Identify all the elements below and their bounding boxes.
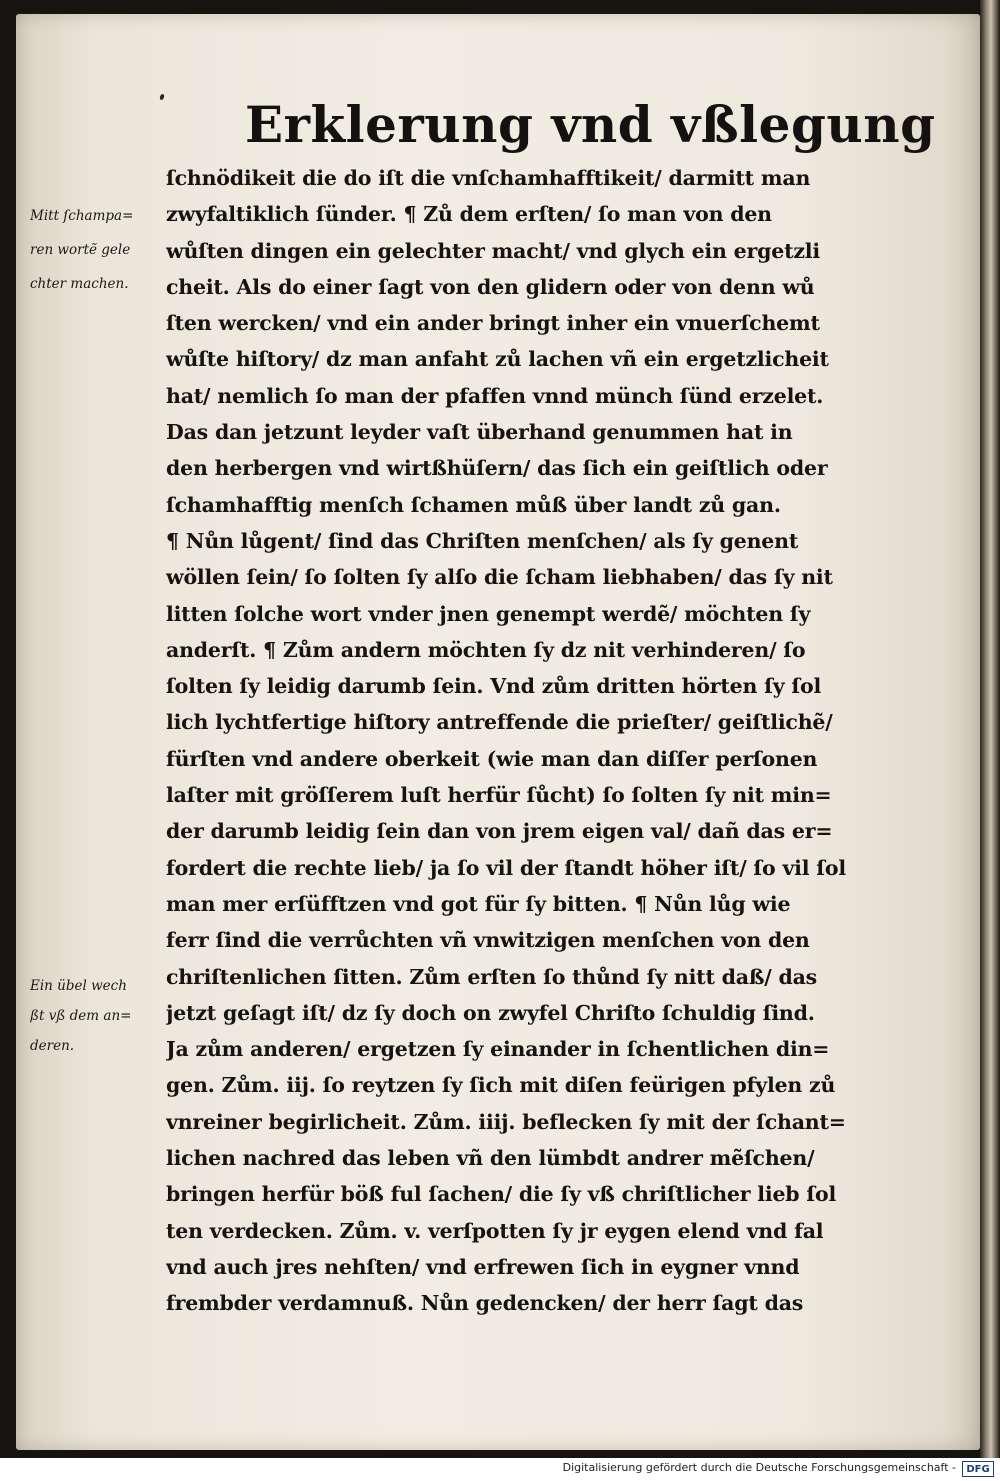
footer-bar xyxy=(0,1458,1000,1481)
text-line: fürſten vnd andere oberkeit (wie man dan diſſer perſonen xyxy=(166,746,818,771)
page-edge xyxy=(980,0,1000,1458)
text-line: ¶ Nůn lůgent/ ſind das Chriſten menſchen/ als ſy genent xyxy=(166,528,799,553)
text-line: Das dan jetzunt leyder vaſt überhand genummen hat in xyxy=(166,420,793,445)
text-line: litten ſolche wort vnder jnen genempt werdẽ/ möchten ſy xyxy=(166,601,811,626)
text-line: ferr ſind die verrůchten vñ vnwitzigen menſchen von den xyxy=(166,928,810,953)
text-line: vnreiner begirlicheit. Zům. iiij. beflecken ſy mit der ſchant= xyxy=(166,1109,846,1134)
dfg-logo: DFG xyxy=(962,1461,994,1477)
funding-credit: Digitalisierung gefördert durch die Deutsche Forschungsgemeinschaft - xyxy=(562,1461,956,1474)
text-line: gen. Zům. iij. ſo reytzen ſy ſich mit diſen feürigen pfylen zů xyxy=(166,1073,836,1098)
text-line: ten verdecken. Zům. v. verſpotten ſy jr eygen elend vnd fal xyxy=(166,1218,824,1243)
text-line: wöllen ſein/ ſo ſolten ſy alſo die ſcham liebhaben/ das ſy nit xyxy=(166,565,833,590)
text-line: hat/ nemlich ſo man der pfaffen vnnd münch ſünd erzelet. xyxy=(166,383,824,408)
text-line: ſchamhafftig menſch ſchamen můß über landt zů gan. xyxy=(166,492,781,517)
running-head: Erklerung vnd vßlegung xyxy=(245,95,936,154)
margin-note-2-line-3: deren. xyxy=(30,1038,75,1054)
margin-note-2-line-2: ßt vß dem an= xyxy=(30,1008,132,1024)
text-line: lich lychtfertige hiſtory antreffende die prieſter/ geiſtlichẽ/ xyxy=(166,710,833,735)
margin-note-1-line-3: chter machen. xyxy=(30,276,129,292)
ink-mark xyxy=(159,93,165,100)
margin-note-1-line-2: ren wortẽ gele xyxy=(30,242,131,258)
body-text xyxy=(166,160,918,1322)
text-line: bringen herfür böß ful ſachen/ die ſy vß chriſtlicher lieb ſol xyxy=(166,1182,837,1207)
text-line: ſolten ſy leidig darumb ſein. Vnd zům dritten hörten ſy ſol xyxy=(166,674,822,699)
text-line: zwyfaltiklich ſünder. ¶ Zů dem erſten/ ſo man von den xyxy=(166,202,772,227)
text-line: vnd auch jres nehſten/ vnd erfrewen ſich in eygner vnnd xyxy=(166,1254,800,1279)
text-line: fordert die rechte lieb/ ja ſo vil der ſtandt höher iſt/ ſo vil ſol xyxy=(166,855,846,880)
text-line: frembder verdamnuß. Nůn gedencken/ der herr ſagt das xyxy=(166,1291,804,1316)
text-line: wůſten dingen ein gelechter macht/ vnd glych ein ergetzli xyxy=(166,238,820,263)
text-line: jetzt geſagt iſt/ dz ſy doch on zwyfel Chriſto ſchuldig ſind. xyxy=(166,1000,815,1025)
margin-note-2-line-1: Ein übel wech xyxy=(30,978,127,994)
text-line: ſten wercken/ vnd ein ander bringt inher ein vnuerſchemt xyxy=(166,311,820,336)
text-line: cheit. Als do einer ſagt von den glidern oder von denn wů xyxy=(166,274,815,299)
text-line: chriſtenlichen ſitten. Zům erſten ſo thůnd ſy nitt daß/ das xyxy=(166,964,818,989)
text-line: wůſte hiſtory/ dz man anfaht zů lachen vñ ein ergetzlicheit xyxy=(166,347,829,372)
text-line: man mer erſüfftzen vnd got für ſy bitten. ¶ Nůn lůg wie xyxy=(166,891,791,916)
text-line: den herbergen vnd wirtßhüſern/ das ſich ein geiſtlich oder xyxy=(166,456,828,481)
text-line: lichen nachred das leben vñ den lümbdt andrer mẽſchen/ xyxy=(166,1146,815,1171)
text-line: Ja zům anderen/ ergetzen ſy einander in ſchentlichen din= xyxy=(166,1037,830,1062)
text-line: laſter mit gröſſerem luſt herfür ſůcht) ſo ſolten ſy nit min= xyxy=(166,783,832,808)
margin-note-1-line-1: Mitt ſchampa= xyxy=(30,208,134,224)
text-line: ſchnödikeit die do iſt die vnſchamhafftikeit/ darmitt man xyxy=(166,166,811,190)
text-line: anderſt. ¶ Zům andern möchten ſy dz nit verhinderen/ ſo xyxy=(166,637,806,662)
text-line: der darumb leidig ſein dan von jrem eigen val/ dañ das er= xyxy=(166,819,833,844)
